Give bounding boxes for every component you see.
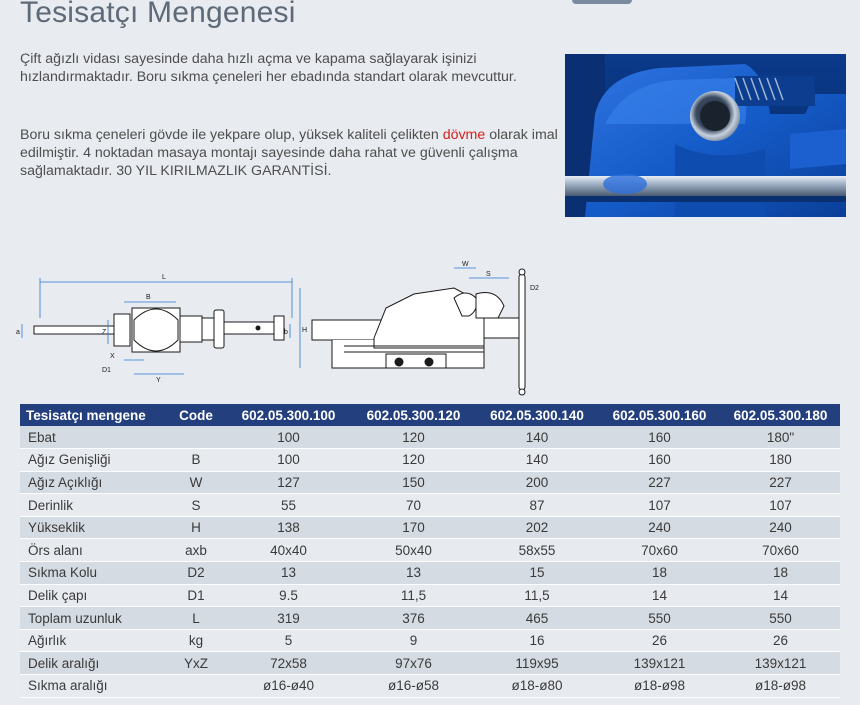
column-header: Tesisatçı mengene <box>20 404 166 426</box>
value-cell: 70x60 <box>721 539 840 562</box>
value-cell: 15 <box>476 562 598 585</box>
row-label: Ağız Açıklığı <box>20 471 166 494</box>
value-cell: 9.5 <box>226 584 351 607</box>
value-cell: 465 <box>476 607 598 630</box>
row-label: Derinlik <box>20 494 166 517</box>
label-H: H <box>302 327 308 334</box>
table-row <box>20 675 840 698</box>
value-cell: 107 <box>721 494 840 517</box>
spec-table-body <box>20 426 840 697</box>
value-cell: 180" <box>721 426 840 449</box>
code-cell: kg <box>166 629 226 652</box>
value-cell: 40x40 <box>226 539 351 562</box>
label-D2: D2 <box>530 285 539 292</box>
value-cell: 11,5 <box>351 584 476 607</box>
row-label: Delik çapı <box>20 584 166 607</box>
label-b: b <box>284 329 288 336</box>
top-view <box>34 308 284 352</box>
value-cell: 55 <box>226 494 351 517</box>
column-header: 602.05.300.160 <box>598 404 721 426</box>
value-cell: 139x121 <box>721 652 840 675</box>
value-cell: 13 <box>351 562 476 585</box>
value-cell: 100 <box>226 426 351 449</box>
value-cell: ø18-ø98 <box>721 675 840 698</box>
value-cell: 119x95 <box>476 652 598 675</box>
value-cell: ø18-ø98 <box>598 675 721 698</box>
value-cell: 138 <box>226 516 351 539</box>
row-label: Yükseklik <box>20 516 166 539</box>
table-header-row <box>20 404 840 426</box>
value-cell: 100 <box>226 449 351 472</box>
value-cell: 50x40 <box>351 539 476 562</box>
value-cell: 16 <box>476 629 598 652</box>
value-cell: 18 <box>598 562 721 585</box>
row-label: Ağırlık <box>20 629 166 652</box>
table-row <box>20 629 840 652</box>
top-accent <box>572 0 632 4</box>
code-cell: W <box>166 471 226 494</box>
value-cell: 72x58 <box>226 652 351 675</box>
value-cell: 58x55 <box>476 539 598 562</box>
label-B: B <box>146 294 151 301</box>
label-D1: D1 <box>102 367 111 374</box>
value-cell: 550 <box>721 607 840 630</box>
value-cell: 9 <box>351 629 476 652</box>
vise-technical-drawing <box>14 258 554 398</box>
page-title: Tesisatçı Mengenesi <box>20 0 296 29</box>
column-header: Code <box>166 404 226 426</box>
value-cell: 170 <box>351 516 476 539</box>
value-cell: 376 <box>351 607 476 630</box>
value-cell: 227 <box>598 471 721 494</box>
value-cell: 97x76 <box>351 652 476 675</box>
code-cell: S <box>166 494 226 517</box>
description-paragraph-1: Çift ağızlı vidası sayesinde daha hızlı açma ve kapama sağlayarak işinizi hızlandırmaktadır. Boru sıkma çeneleri her ebadında standart olarak mevcuttur. <box>20 51 517 85</box>
paragraph-2-start: Boru sıkma çeneleri gövde ile yekpare olup, yüksek kaliteli çelikten <box>20 127 443 143</box>
row-label: Delik aralığı <box>20 652 166 675</box>
label-X: X <box>110 353 115 360</box>
row-label: Örs alanı <box>20 539 166 562</box>
table-row <box>20 584 840 607</box>
label-a: a <box>16 329 20 336</box>
value-cell: 160 <box>598 426 721 449</box>
column-header: 602.05.300.140 <box>476 404 598 426</box>
value-cell: 200 <box>476 471 598 494</box>
vise-photo <box>565 54 846 217</box>
value-cell: 13 <box>226 562 351 585</box>
label-Z: Z <box>102 329 107 336</box>
paragraph-2-end: olarak imal edilmiştir. 4 noktadan masaya montajı sayesinde daha rahat ve güvenli çalışma sağlamaktadır. 30 YIL KIRILMAZLIK GARANTİSİ. <box>20 127 558 179</box>
value-cell: ø16-ø58 <box>351 675 476 698</box>
description-paragraph-2 <box>20 126 560 180</box>
value-cell: 160 <box>598 449 721 472</box>
code-cell: B <box>166 449 226 472</box>
row-label: Sıkma aralığı <box>20 675 166 698</box>
code-cell: D2 <box>166 562 226 585</box>
value-cell: 140 <box>476 449 598 472</box>
code-cell: L <box>166 607 226 630</box>
value-cell: ø18-ø80 <box>476 675 598 698</box>
highlight-word: dövme <box>442 127 486 143</box>
table-row <box>20 607 840 630</box>
value-cell: 87 <box>476 494 598 517</box>
vise-diagram-icon <box>14 258 554 398</box>
value-cell: 180 <box>721 449 840 472</box>
value-cell: 70 <box>351 494 476 517</box>
code-cell: D1 <box>166 584 226 607</box>
spec-table <box>20 404 840 698</box>
table-row <box>20 652 840 675</box>
row-label: Sıkma Kolu <box>20 562 166 585</box>
vise-photo-icon <box>565 54 846 217</box>
table-row <box>20 449 840 472</box>
table-row <box>20 471 840 494</box>
value-cell: 319 <box>226 607 351 630</box>
side-view <box>312 269 525 395</box>
table-row <box>20 539 840 562</box>
label-W: W <box>462 261 469 268</box>
value-cell: ø16-ø40 <box>226 675 351 698</box>
row-label: Toplam uzunluk <box>20 607 166 630</box>
value-cell: 550 <box>598 607 721 630</box>
column-header: 602.05.300.100 <box>226 404 351 426</box>
value-cell: 70x60 <box>598 539 721 562</box>
row-label: Ağız Genişliği <box>20 449 166 472</box>
label-S: S <box>486 271 491 278</box>
table-row <box>20 426 840 449</box>
value-cell: 18 <box>721 562 840 585</box>
column-header: 602.05.300.120 <box>351 404 476 426</box>
row-label: Ebat <box>20 426 166 449</box>
value-cell: 140 <box>476 426 598 449</box>
label-Y: Y <box>156 377 161 384</box>
table-row <box>20 562 840 585</box>
value-cell: 127 <box>226 471 351 494</box>
column-header: 602.05.300.180 <box>721 404 840 426</box>
value-cell: 120 <box>351 426 476 449</box>
value-cell: 14 <box>721 584 840 607</box>
value-cell: 5 <box>226 629 351 652</box>
code-cell: axb <box>166 539 226 562</box>
code-cell <box>166 675 226 698</box>
table-row <box>20 494 840 517</box>
table-row <box>20 516 840 539</box>
value-cell: 11,5 <box>476 584 598 607</box>
value-cell: 120 <box>351 449 476 472</box>
value-cell: 227 <box>721 471 840 494</box>
label-L: L <box>162 274 166 281</box>
value-cell: 150 <box>351 471 476 494</box>
value-cell: 139x121 <box>598 652 721 675</box>
code-cell: H <box>166 516 226 539</box>
value-cell: 240 <box>721 516 840 539</box>
value-cell: 26 <box>721 629 840 652</box>
value-cell: 14 <box>598 584 721 607</box>
value-cell: 107 <box>598 494 721 517</box>
value-cell: 26 <box>598 629 721 652</box>
value-cell: 202 <box>476 516 598 539</box>
code-cell <box>166 426 226 449</box>
value-cell: 240 <box>598 516 721 539</box>
code-cell: YxZ <box>166 652 226 675</box>
